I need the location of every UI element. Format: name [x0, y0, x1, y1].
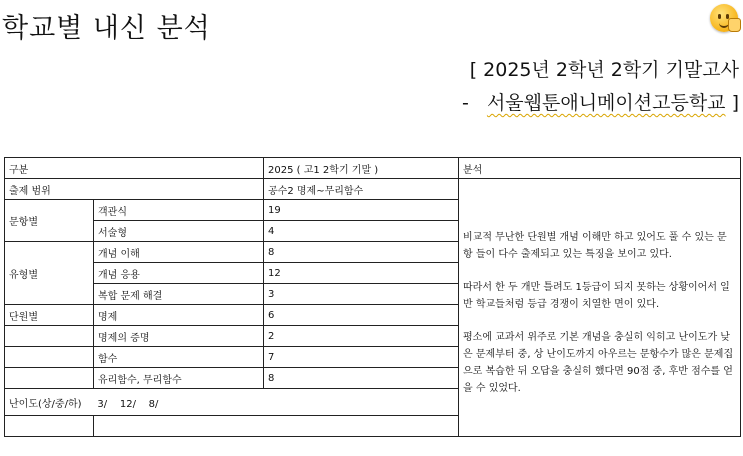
header-exam: 2025 ( 고1 2학기 기말 ) [264, 158, 459, 179]
row-label: 서술형 [94, 221, 264, 242]
difficulty-cell [5, 389, 459, 416]
row-value: 4 [264, 221, 459, 242]
row-label: 복합 문제 해결 [94, 284, 264, 305]
analysis-paragraph: 평소에 교과서 위주로 기본 개념을 충실히 익히고 난이도가 낮은 문제부터 중, 상 난이도까지 아우르는 문항수가 많은 문제집으로 복습한 뒤 오답을 충실히 했다면 90점 중, 후반 점수를 얻을 수 있었다. [463, 332, 734, 394]
header-analysis: 분석 [459, 158, 741, 179]
analysis-paragraph: 비교적 무난한 단원별 개념 이해만 하고 있어도 풀 수 있는 문항 들이 다수 출제되고 있는 특징을 보이고 있다. [463, 232, 727, 260]
row-value: 8 [264, 242, 459, 263]
school-subtitle [462, 88, 739, 115]
row-value: 3 [264, 284, 459, 305]
scope-label: 출제 범위 [5, 179, 264, 200]
group-question-type: 문항별 [5, 200, 94, 242]
row-value: 12 [264, 263, 459, 284]
table-header-row [5, 158, 741, 179]
row-value: 7 [264, 347, 459, 368]
difficulty-value: 3/ 12/ 8/ [97, 398, 159, 410]
exam-subtitle: [ 2025년 2학년 2학기 기말고사 [469, 59, 739, 81]
group-type: 유형별 [5, 242, 94, 305]
empty-cell [5, 416, 94, 437]
empty-cell [5, 326, 94, 347]
empty-cell [5, 368, 94, 389]
school-prefix: - [461, 92, 475, 114]
table-row [5, 179, 741, 200]
empty-cell [94, 416, 459, 437]
analysis-cell [459, 179, 741, 437]
school-name: 서울웹툰애니메이션고등학교 [486, 92, 726, 114]
analysis-paragraph: 따라서 한 두 개만 틀려도 1등급이 되지 못하는 상황이어서 일반 학교들처럼 등급 경쟁이 치열한 면이 있다. [463, 282, 730, 310]
school-suffix: ] [725, 92, 739, 114]
difficulty-label: 난이도(상/중/하) [9, 398, 82, 410]
row-label: 함수 [94, 347, 264, 368]
row-label: 명제 [94, 305, 264, 326]
analysis-table [4, 157, 741, 437]
emoji-eye-left [718, 14, 721, 19]
row-label: 유리함수, 무리함수 [94, 368, 264, 389]
row-value: 19 [264, 200, 459, 221]
empty-cell [5, 347, 94, 368]
row-value: 8 [264, 368, 459, 389]
row-label: 개념 이해 [94, 242, 264, 263]
row-value: 2 [264, 326, 459, 347]
row-label: 개념 응용 [94, 263, 264, 284]
row-value: 6 [264, 305, 459, 326]
thumbs-up-emoji-icon[interactable] [708, 2, 740, 34]
page-title: 학교별 내신 분석 [2, 13, 211, 44]
thumb-icon [728, 18, 741, 32]
header-category: 구분 [5, 158, 264, 179]
row-label: 명제의 증명 [94, 326, 264, 347]
group-unit: 단원별 [5, 305, 94, 326]
scope-value: 공수2 명제~무리함수 [264, 179, 459, 200]
row-label: 객관식 [94, 200, 264, 221]
